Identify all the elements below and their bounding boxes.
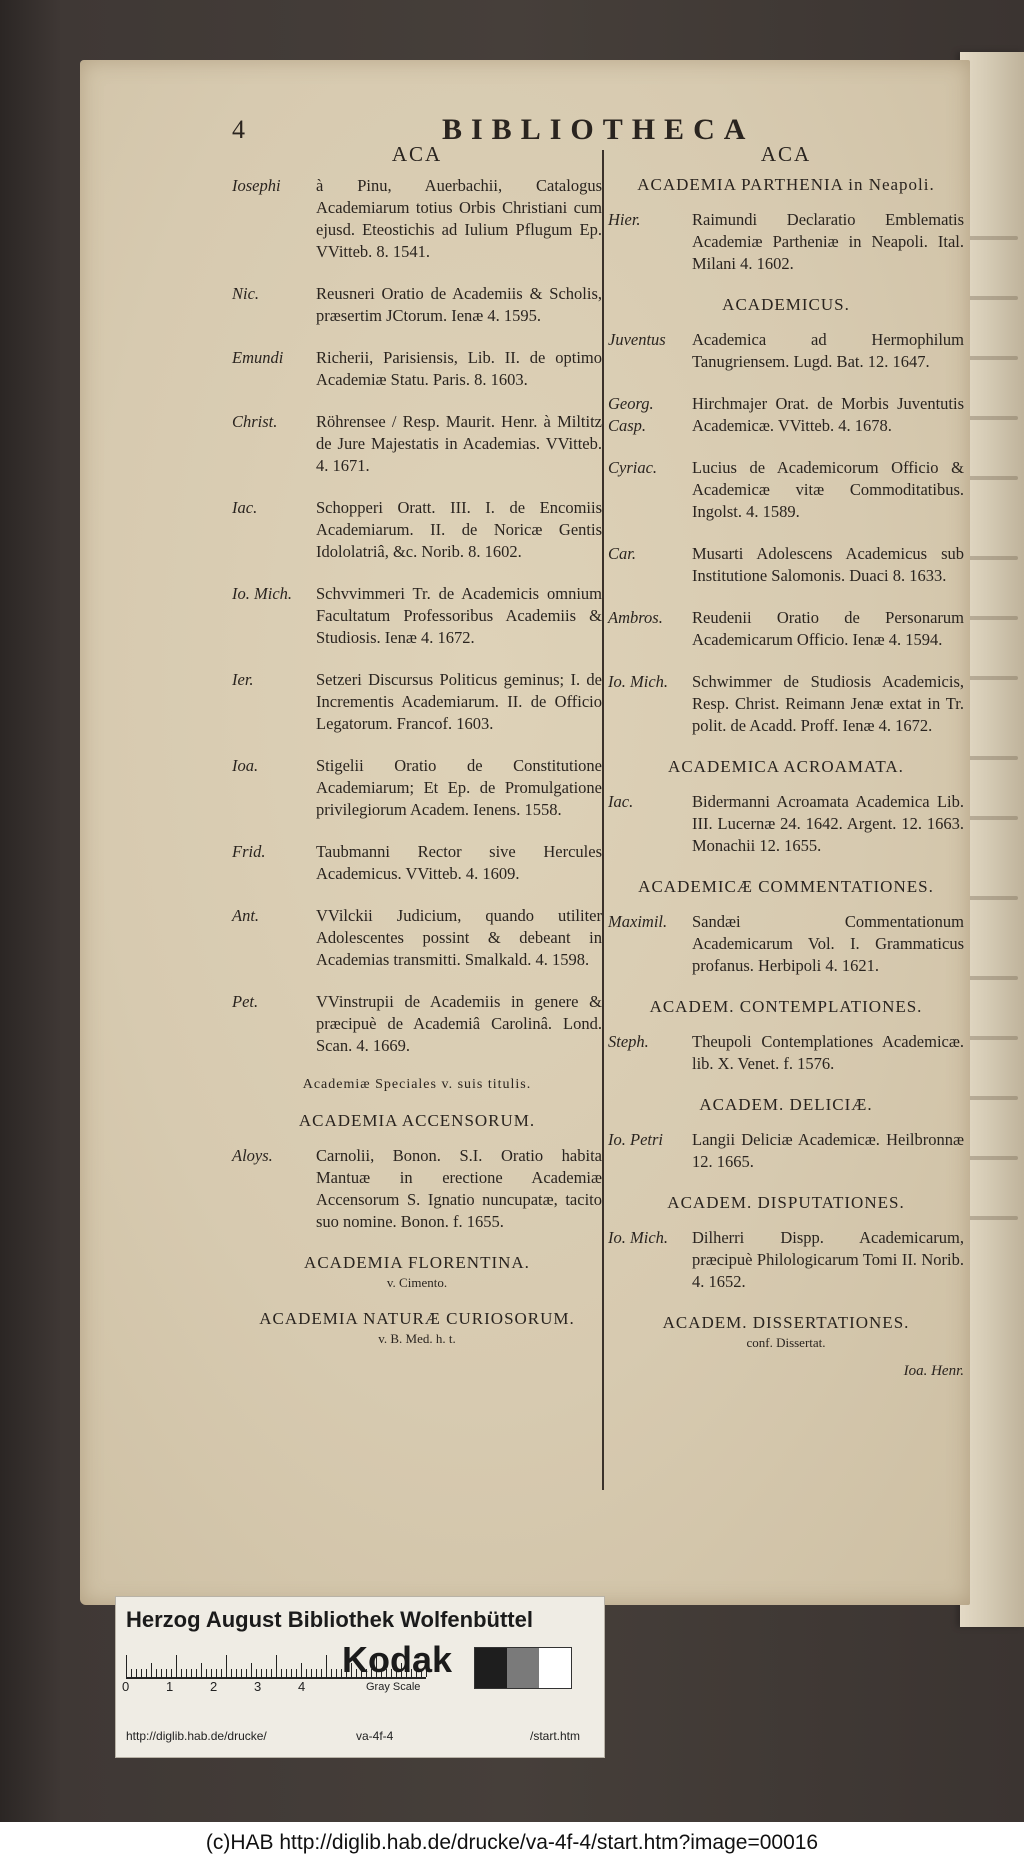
left-entries [232,175,602,1057]
entry-text: Sandæi Commentationum Academicarum Vol. I. Grammaticus profanus. Herbipoli 4. 1621. [692,912,964,975]
entry [232,905,602,971]
entry-label: Ant. [232,906,260,925]
entry [608,393,964,437]
entry-label: Io. Mich. [608,672,669,691]
card-shelfmark: va-4f-4 [356,1729,394,1743]
running-title: BIBLIOTHECA [442,113,755,146]
entry-label: Io. Mich. [232,584,293,603]
gray-scale-swatches [474,1647,572,1689]
entry-label: Georg. Casp. [608,394,654,435]
entry-text: Schopperi Oratt. III. I. de Encomiis Academiarum. II. de Noricæ Gentis Idololatriâ, &c. Norib. 8. 1602. [316,498,602,561]
entry [608,607,964,651]
left-column [232,142,602,1359]
section-title: ACADEMIA FLORENTINA. [304,1253,530,1272]
entry-text: Musarti Adolescens Academicus sub Institutione Salomonis. Duaci 8. 1633. [692,544,964,585]
right-column [608,142,964,1380]
entry-label: Ier. [232,670,254,689]
entry-label: Cyriac. [608,458,658,477]
entry-label: Car. [608,544,636,563]
copyright-footer: (c)HAB http://diglib.hab.de/drucke/va-4f-4/start.htm?image=00016 [0,1822,1024,1863]
section-subtitle: conf. Dissertat. [746,1335,826,1350]
entry-text: Langii Deliciæ Academicæ. Heilbronnæ 12. 1665. [692,1130,964,1171]
entry [232,497,602,563]
section-title: ACADEMIA NATURÆ CURIOSORUM. [259,1309,575,1328]
entry [608,911,964,977]
section-title: ACADEM. DISPUTATIONES. [667,1193,905,1212]
entry [608,457,964,523]
entry-text: Theupoli Contemplationes Academicæ. lib. X. Venet. f. 1576. [692,1032,964,1073]
entry [608,671,964,737]
library-color-card [116,1597,604,1757]
entry-text: Taubmanni Rector sive Hercules Academicus. VVitteb. 4. 1609. [316,842,602,883]
entry-text: Reudenii Oratio de Personarum Academicarum Officio. Ienæ 4. 1594. [692,608,964,649]
entry [232,347,602,391]
entry-text: Hirchmajer Orat. de Morbis Juventutis Academicæ. VVitteb. 4. 1678. [692,394,964,435]
entry-label: Ioa. [232,756,259,775]
entry [232,755,602,821]
section-title: ACADEMICÆ COMMENTATIONES. [638,877,934,896]
entry-text: VVinstrupii de Academiis in genere & præcipuè de Academiâ Carolinâ. Lond. Scan. 4. 1669. [316,992,602,1055]
entry-text: à Pinu, Auerbachii, Catalogus Academiarum totius Orbis Christiani cum ejusd. Eteostichis ad Iulium Pflugum Ep. VVitteb. 8. 1541. [316,176,602,261]
section-subtitle: v. B. Med. h. t. [378,1331,456,1346]
entry-label: Emundi [232,348,284,367]
entry [608,1227,964,1293]
entry [232,283,602,327]
entry-label: Iosephi [232,176,281,195]
entry-label: Maximil. [608,912,668,931]
entry-label: Christ. [232,412,278,431]
catchword: Ioa. Henr. [903,1363,964,1379]
entry-label: Steph. [608,1032,649,1051]
entry-label: Juventus [608,330,666,349]
ruler-number: 0 [122,1679,130,1694]
entry [608,209,964,275]
entry [232,991,602,1057]
entry [608,1031,964,1075]
entry-text: Richerii, Parisiensis, Lib. II. de optimo Academiæ Statu. Paris. 8. 1603. [316,348,602,389]
entry-label: Iac. [232,498,258,517]
entry-text: Schwimmer de Studiosis Academicis, Resp. Christ. Reimann Jenæ extat in Tr. polit. de Acadd. Proff. Ienæ 4. 1672. [692,672,964,735]
section-title: ACADEMIA ACCENSORUM. [298,1111,536,1130]
entry [232,411,602,477]
specials-note: Academiæ Speciales v. suis titulis. [302,1077,532,1092]
column-divider [602,150,604,1490]
entry-label: Pet. [232,992,259,1011]
entry-label: Io. Mich. [608,1228,669,1247]
entry-label: Frid. [232,842,266,861]
entry [608,791,964,857]
entry-text: Schvvimmeri Tr. de Academicis omnium Facultatum Professoribus Academiis & Studiosis. Ienæ 4. 1672. [316,584,602,647]
entry-text: Lucius de Academicorum Officio & Academicæ vitæ Commoditatibus. Ingolst. 4. 1589. [692,458,964,521]
section-title: ACADEMIA PARTHENIA in Neapoli. [637,175,935,194]
section-title: ACADEM. DELICIÆ. [699,1095,873,1114]
ruler-number: 4 [298,1679,306,1694]
entry-text: Academica ad Hermophilum Tanugriensem. Lugd. Bat. 12. 1647. [692,330,964,371]
gray-scale-label: Gray Scale [366,1681,421,1693]
ruler-number: 3 [254,1679,262,1694]
section-title: ACADEM. DISSERTATIONES. [662,1313,910,1332]
entry-label: Aloys. [232,1146,273,1165]
entry-text: VVilckii Judicium, quando utiliter Adolescentes possint & debeant in Academias transmitti. Smalkald. 4. 1598. [316,906,602,969]
entry-label: Nic. [232,284,260,303]
library-name: Herzog August Bibliothek Wolfenbüttel [126,1607,533,1632]
entry [232,583,602,649]
entry-label: Iac. [608,792,634,811]
kodak-logo: Kodak [342,1639,453,1680]
ruler-number: 2 [210,1679,218,1694]
section-title: ACADEMICUS. [722,295,850,314]
card-start-page: /start.htm [530,1729,581,1743]
section-subtitle: v. Cimento. [386,1275,448,1290]
entry-text: Röhrensee / Resp. Maurit. Henr. à Miltitz de Jure Majestatis in Academias. VVitteb. 4. 1671. [316,412,602,475]
ruler-number: 1 [166,1679,174,1694]
entry-label: Ambros. [608,608,663,627]
entry [608,543,964,587]
entry-text: Bidermanni Acroamata Academica Lib. III. Lucernæ 24. 1642. Argent. 12. 1663. Monachii 12. 1655. [692,792,964,855]
column-head: ACA [760,142,812,166]
card-url: http://diglib.hab.de/drucke/ [126,1729,267,1743]
entry-label: Hier. [608,210,641,229]
entry [232,841,602,885]
section-title: ACADEM. CONTEMPLATIONES. [649,997,923,1016]
entry [608,329,964,373]
entry [232,669,602,735]
entry [232,1145,602,1233]
academicus-entries [608,329,964,737]
section-title: ACADEMICA ACROAMATA. [668,757,904,776]
entry-text: Reusneri Oratio de Academiis & Scholis, præsertim JCtorum. Ienæ 4. 1595. [316,284,602,325]
entry [608,1129,964,1173]
entry-text: Raimundi Declaratio Emblematis Academiæ Partheniæ in Neapoli. Ital. Milani 4. 1602. [692,210,964,273]
entry-text: Carnolii, Bonon. S.I. Oratio habita Mantuæ in erectione Academiæ Accensorum S. Ignatio nuncupatæ, tacito suo nomine. Bonon. f. 1655. [316,1146,602,1231]
page-number: 4 [232,115,245,144]
column-head: ACA [391,142,443,166]
entry-label: Io. Petri [608,1130,663,1149]
entry-text: Dilherri Dispp. Academicarum, præcipuè Philologicarum Tomi II. Norib. 4. 1652. [692,1228,964,1291]
entry-text: Stigelii Oratio de Constitutione Academiarum; Et Ep. de Promulgatione privilegiorum Academ. Ienens. 1558. [316,756,602,819]
entry [232,175,602,263]
entry-text: Setzeri Discursus Politicus geminus; I. de Incrementis Academiarum. II. de Officio Legatorum. Francof. 1603. [316,670,602,733]
